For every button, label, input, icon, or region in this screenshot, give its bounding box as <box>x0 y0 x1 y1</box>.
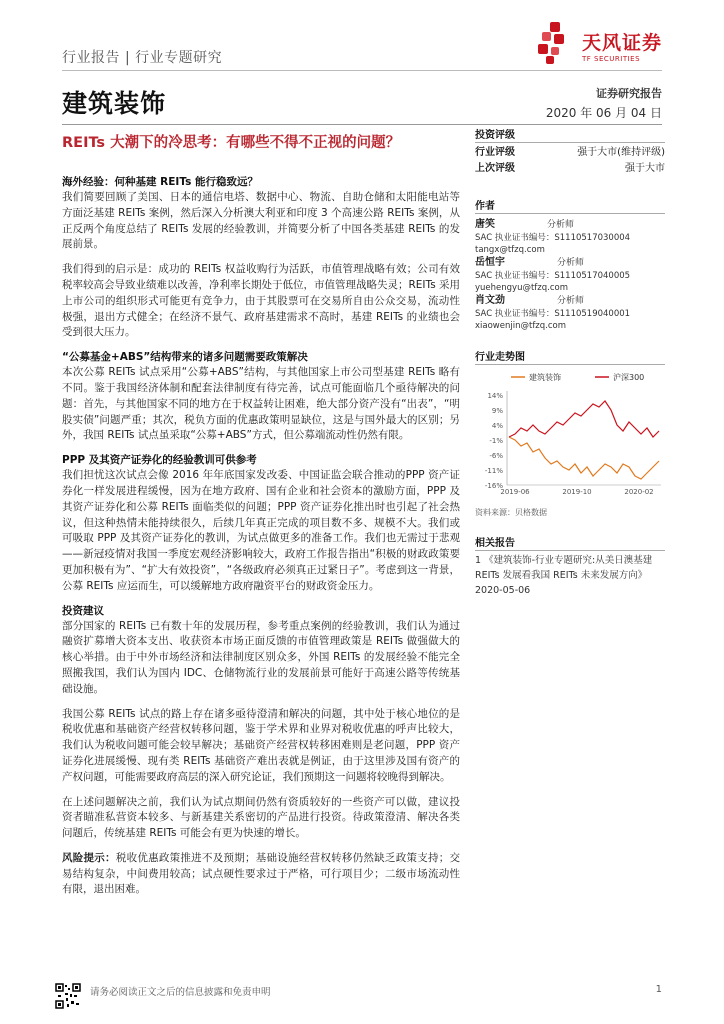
author-block <box>475 294 665 332</box>
logo-text-en: TF SECURITIES <box>582 55 641 63</box>
x-tick-label: 2019-06 <box>500 488 530 496</box>
y-tick-label: 14% <box>487 392 503 400</box>
y-tick-label: 4% <box>491 422 503 430</box>
y-tick-label: -16% <box>484 482 503 490</box>
report-subtitle: REITs 大潮下的冷思考：有哪些不得不正视的问题？ <box>62 135 401 151</box>
related-report-item[interactable]: 1 《建筑装饰-行业专题研究:从美日澳基建 REITs 发展看我国 REITs 未来发展方向》 2020-05-06 <box>475 555 653 596</box>
paragraph: 我们简要回顾了美国、日本的通信电塔、数据中心、物流、自助仓储和太阳能电站等方面泛基建 REITs 案例，然后深入分析澳大利亚和印度 3 个高速公路 REITs 案例，从正反两个角度总结了 REITs 发展的经验教训，并简要分析了中国各类基建 REITs 的发展前景。 <box>62 191 460 251</box>
y-tick-label: -11% <box>484 467 503 475</box>
section-heading: PPP 及其资产证券化的经验教训可供参考 <box>62 454 257 467</box>
paragraph: 本次公募 REITs 试点采用“公募+ABS”结构，与其他国家上市公司型基建 REITs 略有不同。鉴于我国经济体制和配套法律制度有待完善，试点可能面临几个亟待解决的问题：首先，与其他国家不同的地方在于权益转让困难，绝大部分资产没有“出表”，“明股实债”问题严重；其次，税负方面的优惠政策明显缺位，这是与国外最大的区别；另外，我国 REITs 试点虽采取“公募+ABS”方式，但公募端流动性仍然有限。 <box>62 366 460 442</box>
x-tick-label: 2020-02 <box>624 488 654 496</box>
rating-value: 强于大市(维持评级) <box>577 147 665 158</box>
author-name: 唐笑 <box>475 219 495 230</box>
related-heading: 相关报告 <box>475 534 665 551</box>
author-role: 分析师 <box>557 258 585 268</box>
page-number: 1 <box>655 984 662 995</box>
risk-paragraph <box>62 851 460 898</box>
paragraph: 我们得到的启示是：成功的 REITs 权益收购行为活跃，市值管理战略有效；公司有效税率较高会导致业绩难以改善，净利率长期处于低位，市值管理战略失灵；REITs 采用上市公司的组织形式可能更有竞争力，由于其股票可在交易所自由公众交易，流动性极强，退出方式健全；在经济不景气、政府基建需求不高时，基建 REITs 的业绩也会受到很大压力。 <box>62 263 461 339</box>
trend-chart <box>475 367 665 507</box>
y-tick-label: -1% <box>489 437 503 445</box>
logo-mark-icon <box>536 22 580 66</box>
sidebar <box>475 126 665 598</box>
section-heading: “公募基金+ABS”结构带来的诸多问题需要政策解决 <box>62 351 308 364</box>
author-sac: SAC 执业证书编号：S1110517040005 <box>475 271 631 281</box>
x-tick-label: 2019-10 <box>562 488 592 496</box>
qr-code-icon <box>55 983 81 1009</box>
legend-label: 建筑装饰 <box>529 373 561 382</box>
risk-text: 税收优惠政策推进不及预期；基础设施经营权转移仍然缺乏政策支持；交易结构复杂，中间费用较高；试点硬性要求过于严格，可行项目少；二级市场流动性有限，退出困难。 <box>62 851 461 896</box>
paragraph: 我们担忧这次试点会像 2016 年年底国家发改委、中国证监会联合推动的PPP 资产证券化一样发展进程缓慢，因为在地方政府、国有企业和社会资本的激励方面，PPP 及其资产证券化和公募 REITs 面临类似的问题；PPP 资产证券化推出时也引起了社会热议，但这种热情未能持续很久，后续几年真正完成的项目数不多、规模不大。我们或可吸取 PPP 及其资产证券化的教训，为试点做更多的准备工作。我们也无需过于悲观——新冠疫情对我国一季度宏观经济影响较大，政府工作报告指出“积极的财政政策要更加积极有为”、“扩大有效投资”，“各级政府必须真正过紧日子”。考虑到这一背景，公募 REITs 应运而生，可以缓解地方政府融资平台的财政资金压力。 <box>62 469 460 592</box>
author-block <box>475 218 665 256</box>
chart-source: 资料来源：贝格数据 <box>475 508 547 517</box>
report-date: 2020 年 06 月 04 日 <box>545 106 662 120</box>
title-divider <box>62 124 662 125</box>
author-block <box>475 256 665 294</box>
report-type: 证券研究报告 <box>596 87 662 100</box>
paragraph: 在上述问题解决之前，我们认为试点期间仍然有资质较好的一些资产可以做，建议投资者瞄准私营资本较多、与新基建关系密切的产品进行投资。待政策澄清、解决各类问题后，传统基建 REITs 可能会有更为快速的增长。 <box>62 795 460 840</box>
author-sac: SAC 执业证书编号：S1110519040001 <box>475 309 631 319</box>
main-content <box>62 175 460 898</box>
author-heading: 作者 <box>475 197 665 214</box>
trend-chart-svg <box>475 367 665 507</box>
author-name: 肖文劲 <box>475 295 505 306</box>
rating-row <box>475 145 665 161</box>
trend-heading: 行业走势图 <box>475 348 665 365</box>
series-line <box>509 401 659 437</box>
rating-value: 强于大市 <box>625 163 665 174</box>
paragraph: 我国公募 REITs 试点的路上存在诸多亟待澄清和解决的问题，其中处于核心地位的是税收优惠和基础资产经营权转移问题，鉴于学术界和业界对税收优惠的呼声比较大，我们认为税收问题可能会较早解决；基础资产经营权转移困难则是老问题，PPP 资产证券化进展缓慢、现有类 REITs 基础资产难出表就是例证，由于这里涉及国有资产的产权问题，可能需要政府高层的深入研究论证，我们预期这一问题将较晚得到解决。 <box>62 707 460 783</box>
brand-logo <box>536 18 686 78</box>
section-heading: 投资建议 <box>62 604 104 617</box>
author-sac: SAC 执业证书编号：S1110517030004 <box>475 233 631 243</box>
author-email[interactable]: tangx@tfzq.com <box>475 245 545 255</box>
logo-text-cn: 天风证券 <box>582 32 663 54</box>
rating-heading: 投资评级 <box>475 126 665 143</box>
rating-key: 行业评级 <box>475 147 515 158</box>
author-role: 分析师 <box>557 296 585 306</box>
legend-label: 沪深300 <box>613 373 645 382</box>
risk-label: 风险提示： <box>62 851 116 864</box>
y-tick-label: 9% <box>491 407 503 415</box>
report-category: 行业报告 | 行业专题研究 <box>62 50 223 66</box>
rating-key: 上次评级 <box>475 163 515 174</box>
author-role: 分析师 <box>547 220 575 230</box>
rating-row <box>475 161 665 177</box>
series-line <box>509 437 659 479</box>
footer-disclaimer: 请务必阅读正文之后的信息披露和免责申明 <box>90 987 271 998</box>
paragraph: 部分国家的 REITs 已有数十年的发展历程，参考重点案例的经验教训，我们认为通过融资扩募增大资本支出、收获资本市场正面反馈的市值管理政策是 REITs 做强做大的核心举措。由于中外市场经济和法律制度区别众多，外国 REITs 的发展经验不能完全照搬我国，我们认为国内 IDC、仓储物流行业的发展前景可能好于高速公路等传统基础设施。 <box>62 619 460 695</box>
page-title: 建筑装饰 <box>62 89 167 118</box>
section-heading: 海外经验：何种基建 REITs 能行稳致远？ <box>62 176 258 188</box>
author-email[interactable]: yuehengyu@tfzq.com <box>475 283 569 293</box>
y-tick-label: -6% <box>489 452 503 460</box>
author-name: 岳恒宇 <box>475 257 505 268</box>
author-email[interactable]: xiaowenjin@tfzq.com <box>475 321 567 331</box>
